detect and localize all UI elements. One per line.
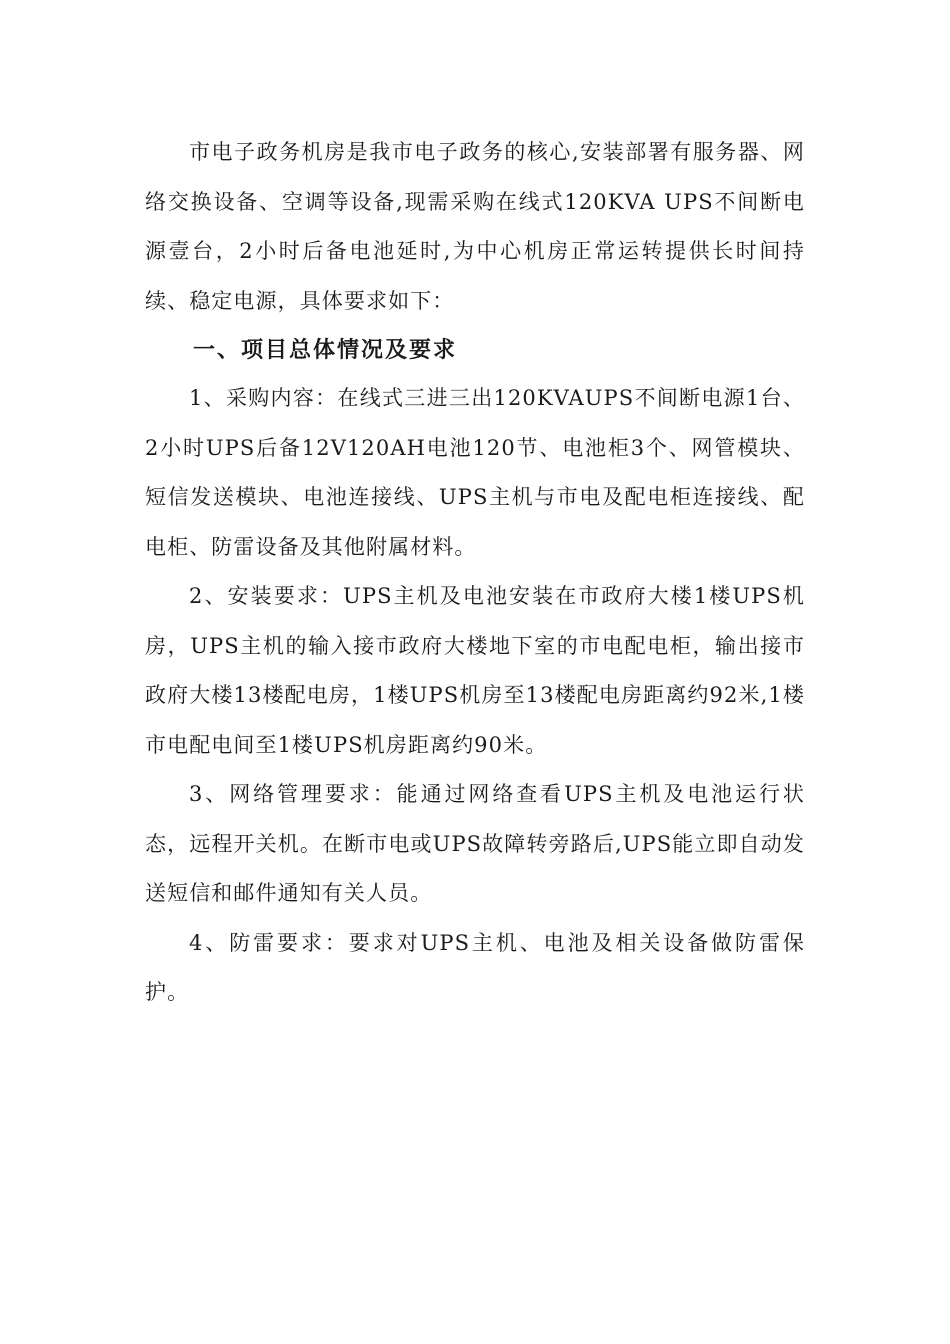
document-body	[145, 128, 805, 1018]
requirement-item-lightning-protection: 4、防雷要求：要求对UPS主机、电池及相关设备做防雷保护。	[145, 930, 805, 1004]
intro-paragraph: 市电子政务机房是我市电子政务的核心,安装部署有服务器、网络交换设备、空调等设备,现需采购在线式120KVA UPS不间断电源壹台，2小时后备电池延时,为中心机房正常运转提供长时间持续、稳定电源，具体要求如下：	[145, 140, 805, 313]
requirement-item-procurement: 1、采购内容：在线式三进三出120KVAUPS不间断电源1台、2小时UPS后备12V120AH电池120节、电池柜3个、网管模块、短信发送模块、电池连接线、UPS主机与市电及配电柜连接线、配电柜、防雷设备及其他附属材料。	[145, 386, 805, 559]
requirement-item-installation: 2、安装要求：UPS主机及电池安装在市政府大楼1楼UPS机房，UPS主机的输入接市政府大楼地下室的市电配电柜，输出接市政府大楼13楼配电房，1楼UPS机房至13楼配电房距离约92米,1楼市电配电间至1楼UPS机房距离约90米。	[145, 584, 805, 757]
section-heading: 一、项目总体情况及要求	[193, 337, 458, 363]
requirement-item-network-management: 3、网络管理要求：能通过网络查看UPS主机及电池运行状态，远程开关机。在断市电或UPS故障转旁路后,UPS能立即自动发送短信和邮件通知有关人员。	[145, 782, 805, 905]
